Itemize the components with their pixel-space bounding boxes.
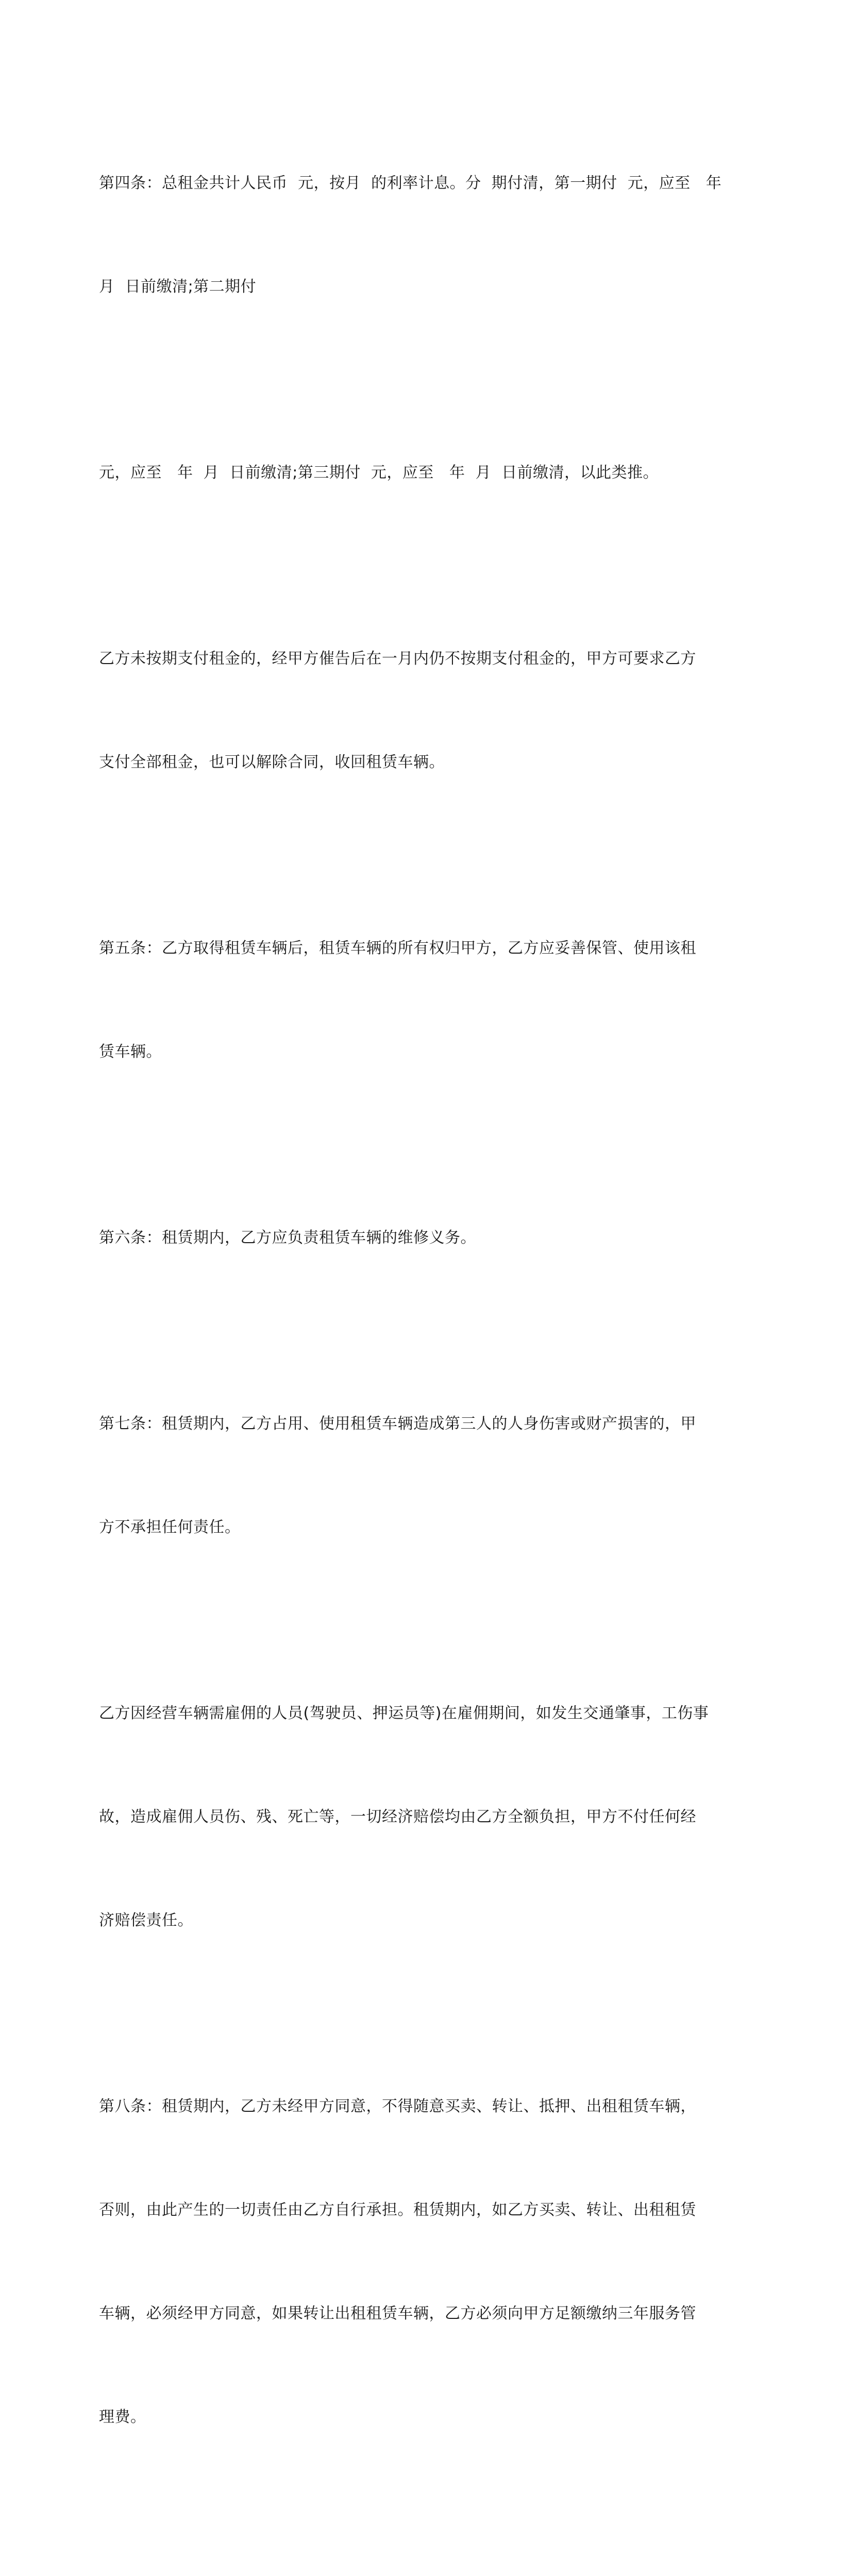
text-line: 理费。 — [99, 2408, 146, 2426]
text-line: 第八条：租赁期内，乙方未经甲方同意，不得随意买卖、转让、抵押、出租租赁车辆， — [99, 2097, 696, 2115]
text-line: 否则，由此产生的一切责任由乙方自行承担。租赁期内，如乙方买卖、转让、出租租赁 — [99, 2201, 696, 2219]
text-line: 故，造成雇佣人员伤、残、死亡等，一切经济赔偿均由乙方全额负担，甲方不付任何经 — [99, 1808, 696, 1826]
text-line: 元，应至 年 月 日前缴清;第三期付 元，应至 年 月 日前缴清，以此类推。 — [99, 464, 659, 482]
text-line: 车辆，必须经甲方同意，如果转让出租租赁车辆，乙方必须向甲方足额缴纳三年服务管 — [99, 2304, 696, 2323]
text-line: 赁车辆。 — [99, 1043, 162, 1061]
text-line: 乙方因经营车辆需雇佣的人员(驾驶员、押运员等)在雇佣期间，如发生交通肇事，工伤事 — [99, 1704, 709, 1722]
text-line: 第七条：租赁期内，乙方占用、使用租赁车辆造成第三人的人身伤害或财产损害的，甲 — [99, 1415, 696, 1433]
text-line: 第四条：总租金共计人民币 元，按月 的利率计息。分 期付清，第一期付 元，应至 年 — [99, 174, 722, 192]
text-line: 乙方未按期支付租金的，经甲方催告后在一月内仍不按期支付租金的，甲方可要求乙方 — [99, 650, 696, 668]
paragraph-article-9 — [99, 2517, 743, 2576]
text-line: 第六条：租赁期内，乙方应负责租赁车辆的维修义务。 — [99, 1229, 476, 1247]
paragraph-article-7 — [99, 1337, 743, 1614]
paragraph-article-8 — [99, 2020, 743, 2503]
paragraph-late-payment — [99, 572, 743, 849]
paragraph-article-4-installments — [99, 386, 743, 559]
document-body — [99, 97, 743, 2576]
paragraph-employee-liability — [99, 1627, 743, 2007]
paragraph-article-6 — [99, 1151, 743, 1324]
text-line: 济赔偿责任。 — [99, 1911, 193, 1929]
text-line: 第五条：乙方取得租赁车辆后，租赁车辆的所有权归甲方，乙方应妥善保管、使用该租 — [99, 939, 696, 957]
text-line: 支付全部租金，也可以解除合同，收回租赁车辆。 — [99, 753, 445, 771]
paragraph-article-4-terms — [99, 97, 743, 373]
paragraph-article-5 — [99, 862, 743, 1138]
text-line: 方不承担任何责任。 — [99, 1518, 241, 1536]
text-line: 月 日前缴清;第二期付 — [99, 278, 257, 296]
